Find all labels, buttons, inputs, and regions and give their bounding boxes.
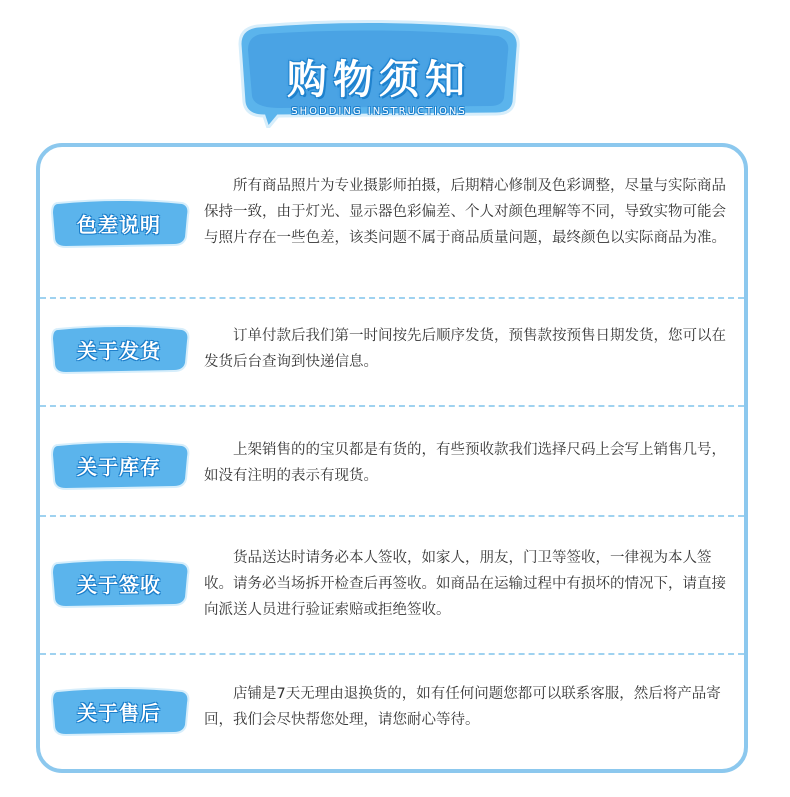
title-badge: [238, 18, 520, 128]
section-badge: [50, 323, 192, 377]
section-badge: [50, 439, 192, 493]
section-text: 所有商品照片为专业摄影师拍摄，后期精心修制及色彩调整，尽量与实际商品保持一致，由于灯光、显示器色彩偏差、个人对颜色理解等不同，导致实物可能会与照片存在一些色差，该类问题不属于商品质量问题，最终颜色以实际商品为准。: [204, 178, 726, 246]
section-text: 订单付款后我们第一时间按先后顺序发货，预售款按预售日期发货，您可以在发货后台查询到快递信息。: [204, 328, 726, 370]
section-receipt: [40, 517, 744, 653]
section-shipping: [40, 299, 744, 405]
section-label: 关于签收: [77, 573, 161, 597]
section-color-difference: [40, 147, 744, 295]
section-badge: [50, 557, 192, 611]
section-text: 货品送达时请务必本人签收，如家人，朋友，门卫等签收，一律视为本人签收。请务必当场拆开检查后再签收。如商品在运输过程中有损坏的情况下，请直接向派送人员进行验证索赔或拒绝签收。: [204, 550, 726, 618]
section-label: 关于库存: [77, 455, 161, 479]
section-label: 关于售后: [77, 701, 161, 725]
section-badge: [50, 685, 192, 739]
page-title: 购物须知: [287, 57, 471, 103]
section-stock: [40, 407, 744, 513]
section-label: 关于发货: [77, 339, 161, 363]
section-text: 上架销售的的宝贝都是有货的，有些预收款我们选择尺码上会写上销售几号，如没有注明的表示有现货。: [204, 442, 726, 484]
section-label: 色差说明: [77, 213, 161, 237]
section-badge: [50, 197, 192, 251]
section-text: 店铺是7天无理由退换货的，如有任何问题您都可以联系客服，然后将产品寄回，我们会尽快帮您处理，请您耐心等待。: [204, 686, 721, 728]
section-after-sales: [40, 655, 744, 769]
page-subtitle: SHODDING INSTRUCTIONS: [291, 106, 467, 117]
instructions-panel: [36, 143, 748, 773]
